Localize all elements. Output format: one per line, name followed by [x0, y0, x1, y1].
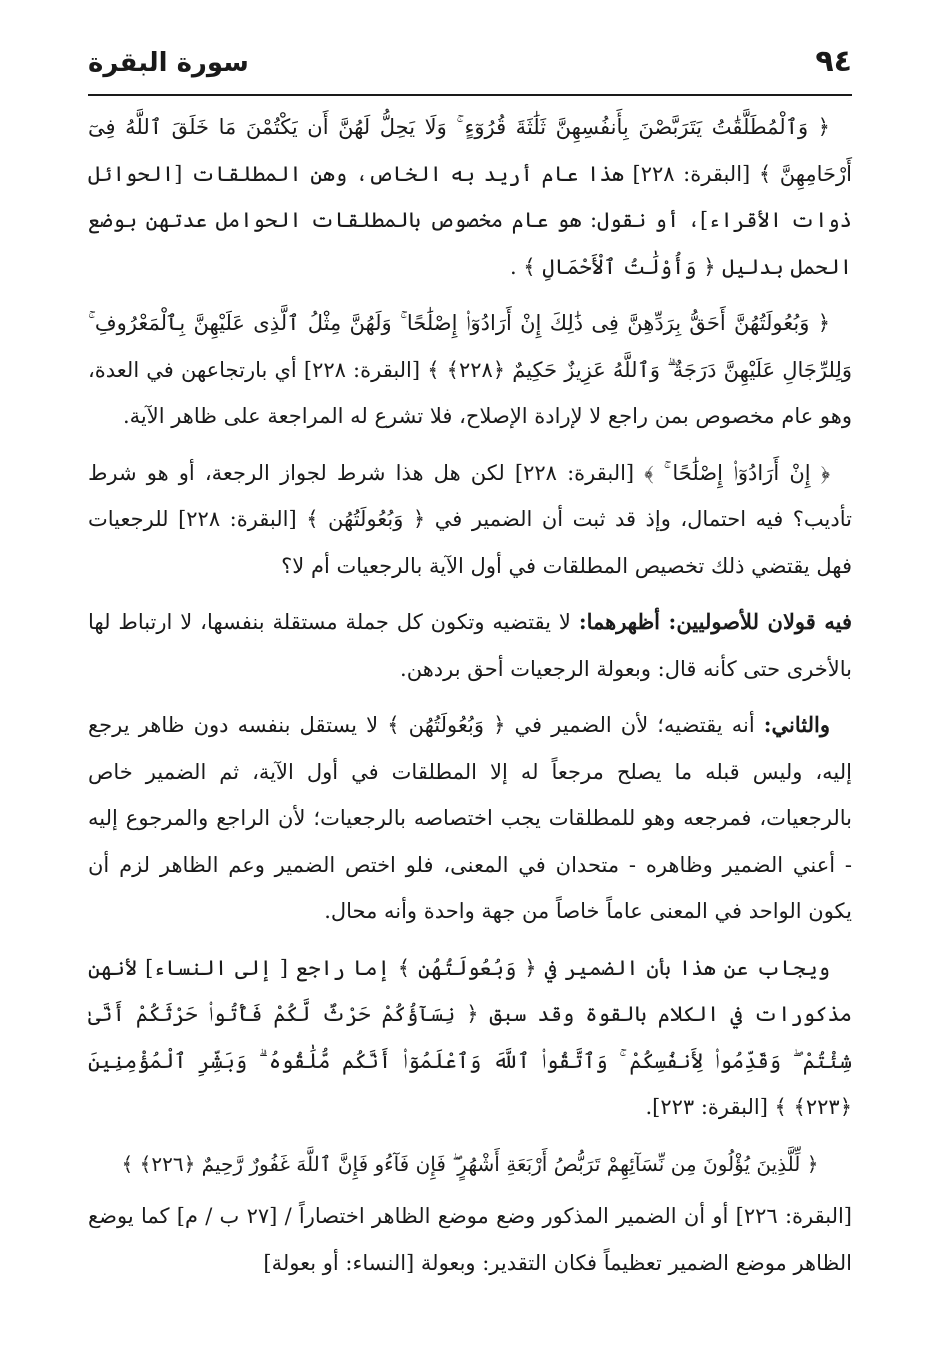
paragraph-3 — [88, 450, 852, 590]
paragraph-5 — [88, 702, 852, 935]
paragraph-text: ويجاب عن هذا بأن الضمير في ﴿ وَبُعُولَتُهُن ﴾ إما راجع [ إلى النساء] لأنهن مذكورات في الكلام بالقوة وقد سبق ﴿ نِسَآؤُكُمْ حَرْثٌ لَّكُمْ فَأْتُوا۟ حَرْثَكُمْ أَنَّىٰ شِئْتُمْ ۖ وَقَدِّمُوا۟ لِأَنفُسِكُمْ ۚ وَٱتَّقُوا۟ ٱللَّهَ وَٱعْلَمُوٓا۟ أَنَّكُم مُّلَٰقُوهُ ۗ وَبَشِّرِ ٱلْمُؤْمِنِينَ ﴿٢٢٣﴾ ﴾ [البقرة: ٢٢٣]. — [88, 955, 852, 1119]
paragraph-text: ﴿ وَبُعُولَتُهُنَّ أَحَقُّ بِرَدِّهِنَّ فِى ذَٰلِكَ إِنْ أَرَادُوٓا۟ إِصْلَٰحًا ۚ وَلَهُنَّ مِثْلُ ٱلَّذِى عَلَيْهِنَّ بِٱلْمَعْرُوفِ ۚ وَلِلرِّجَالِ عَلَيْهِنَّ دَرَجَةٌ ۗ وَٱللَّهُ عَزِيزٌ حَكِيمٌ ﴿٢٢٨﴾ ﴾ [البقرة: ٢٢٨] أي بارتجاعهن في العدة، وهو عام مخصوص بمن راجع لا لإرادة الإصلاح، فلا تشرع له المراجعة على ظاهر الآية. — [88, 311, 852, 428]
paragraph-text: لا يقتضيه وتكون كل جملة مستقلة بنفسها، لا ارتباط لها بالأخرى حتى كأنه قال: وبعولة الرجعيات أحق بردهن. — [88, 610, 852, 681]
paragraph-4 — [88, 599, 852, 692]
paragraph-1 — [88, 104, 852, 290]
paragraph-2 — [88, 300, 852, 440]
page-header — [88, 38, 852, 92]
paragraph-text: ﴿ وَٱلْمُطَلَّقَٰتُ يَتَرَبَّصْنَ بِأَنفُسِهِنَّ ثَلَٰثَةَ قُرُوٓءٍ ۚ وَلَا يَحِلُّ لَهُنَّ أَن يَكْتُمْنَ مَا خَلَقَ ٱللَّهُ فِىٓ أَرْحَامِهِنَّ ﴾ [البقرة: ٢٢٨] هذا عام أريد به الخاص، وهن المطلقات [الحوائل ذوات الأقراء]، أو نقول: هو عام مخصوص بالمطلقات الحوامل عدتهن بوضع الحمل بدليل ﴿ وَأُوْلَٰتُ ٱلْأَحْمَالِ ﴾ . — [88, 115, 852, 279]
paragraph-text: أنه يقتضيه؛ لأن الضمير في ﴿ وَبُعُولَتُهُن ﴾ لا يستقل بنفسه دون ظاهر يرجع إليه، وليس قبله ما يصلح مرجعاً له إلا المطلقات في أول الآية، ثم الضمير خاص بالرجعيات، فمرجعه وهو للمطلقات يجب اختصاصه بالرجعيات؛ لأن الراجع والمرجوع إليه - أعني الضمير وظاهره - متحدان في المعنى، فلو اختص الضمير وعم الظاهر لزم أن يكون الواحد في المعنى عاماً خاصاً من جهة واحدة وأنه محال. — [88, 713, 852, 923]
paragraph-text: [البقرة: ٢٢٦] أو أن الضمير المذكور وضع موضع الظاهر اختصاراً / [٢٧ ب / م] كما يوضع الظاهر موضع الضمير تعظيماً فكان التقدير: وبعولة [النساء: أو بعولة] — [88, 1204, 852, 1275]
header-divider — [88, 94, 852, 96]
verse-line — [88, 1141, 852, 1188]
verse-text: ﴿ لِّلَّذِينَ يُؤْلُونَ مِن نِّسَآئِهِمْ تَرَبُّصُ أَرْبَعَةِ أَشْهُرٍ ۖ فَإِن فَآءُو فَإِنَّ ٱللَّهَ غَفُورٌ رَّحِيمٌ ﴿٢٢٦﴾ ﴾ — [121, 1151, 819, 1176]
page-number: ٩٤ — [815, 44, 852, 79]
paragraph-lead: فيه قولان للأصوليين: أظهرهما: — [578, 609, 853, 634]
paragraph-text: ﴿ إِنْ أَرَادُوٓا۟ إِصْلَٰحًا ۚ ﴾ [البقرة: ٢٢٨] لكن هل هذا شرط لجواز الرجعة، أو هو شرط تأديب؟ فيه احتمال، وإذ قد ثبت أن الضمير في ﴿ وَبُعُولَتُهُن ﴾ [البقرة: ٢٢٨] للرجعيات فهل يقتضي ذلك تخصيص المطلقات في أول الآية بالرجعيات أم لا؟ — [88, 460, 852, 578]
paragraph-8 — [88, 1193, 852, 1286]
paragraph-6 — [88, 945, 852, 1131]
body-text — [88, 104, 852, 1296]
surah-title: سورة البقرة — [88, 48, 249, 78]
paragraph-lead: والثاني: — [763, 712, 830, 737]
